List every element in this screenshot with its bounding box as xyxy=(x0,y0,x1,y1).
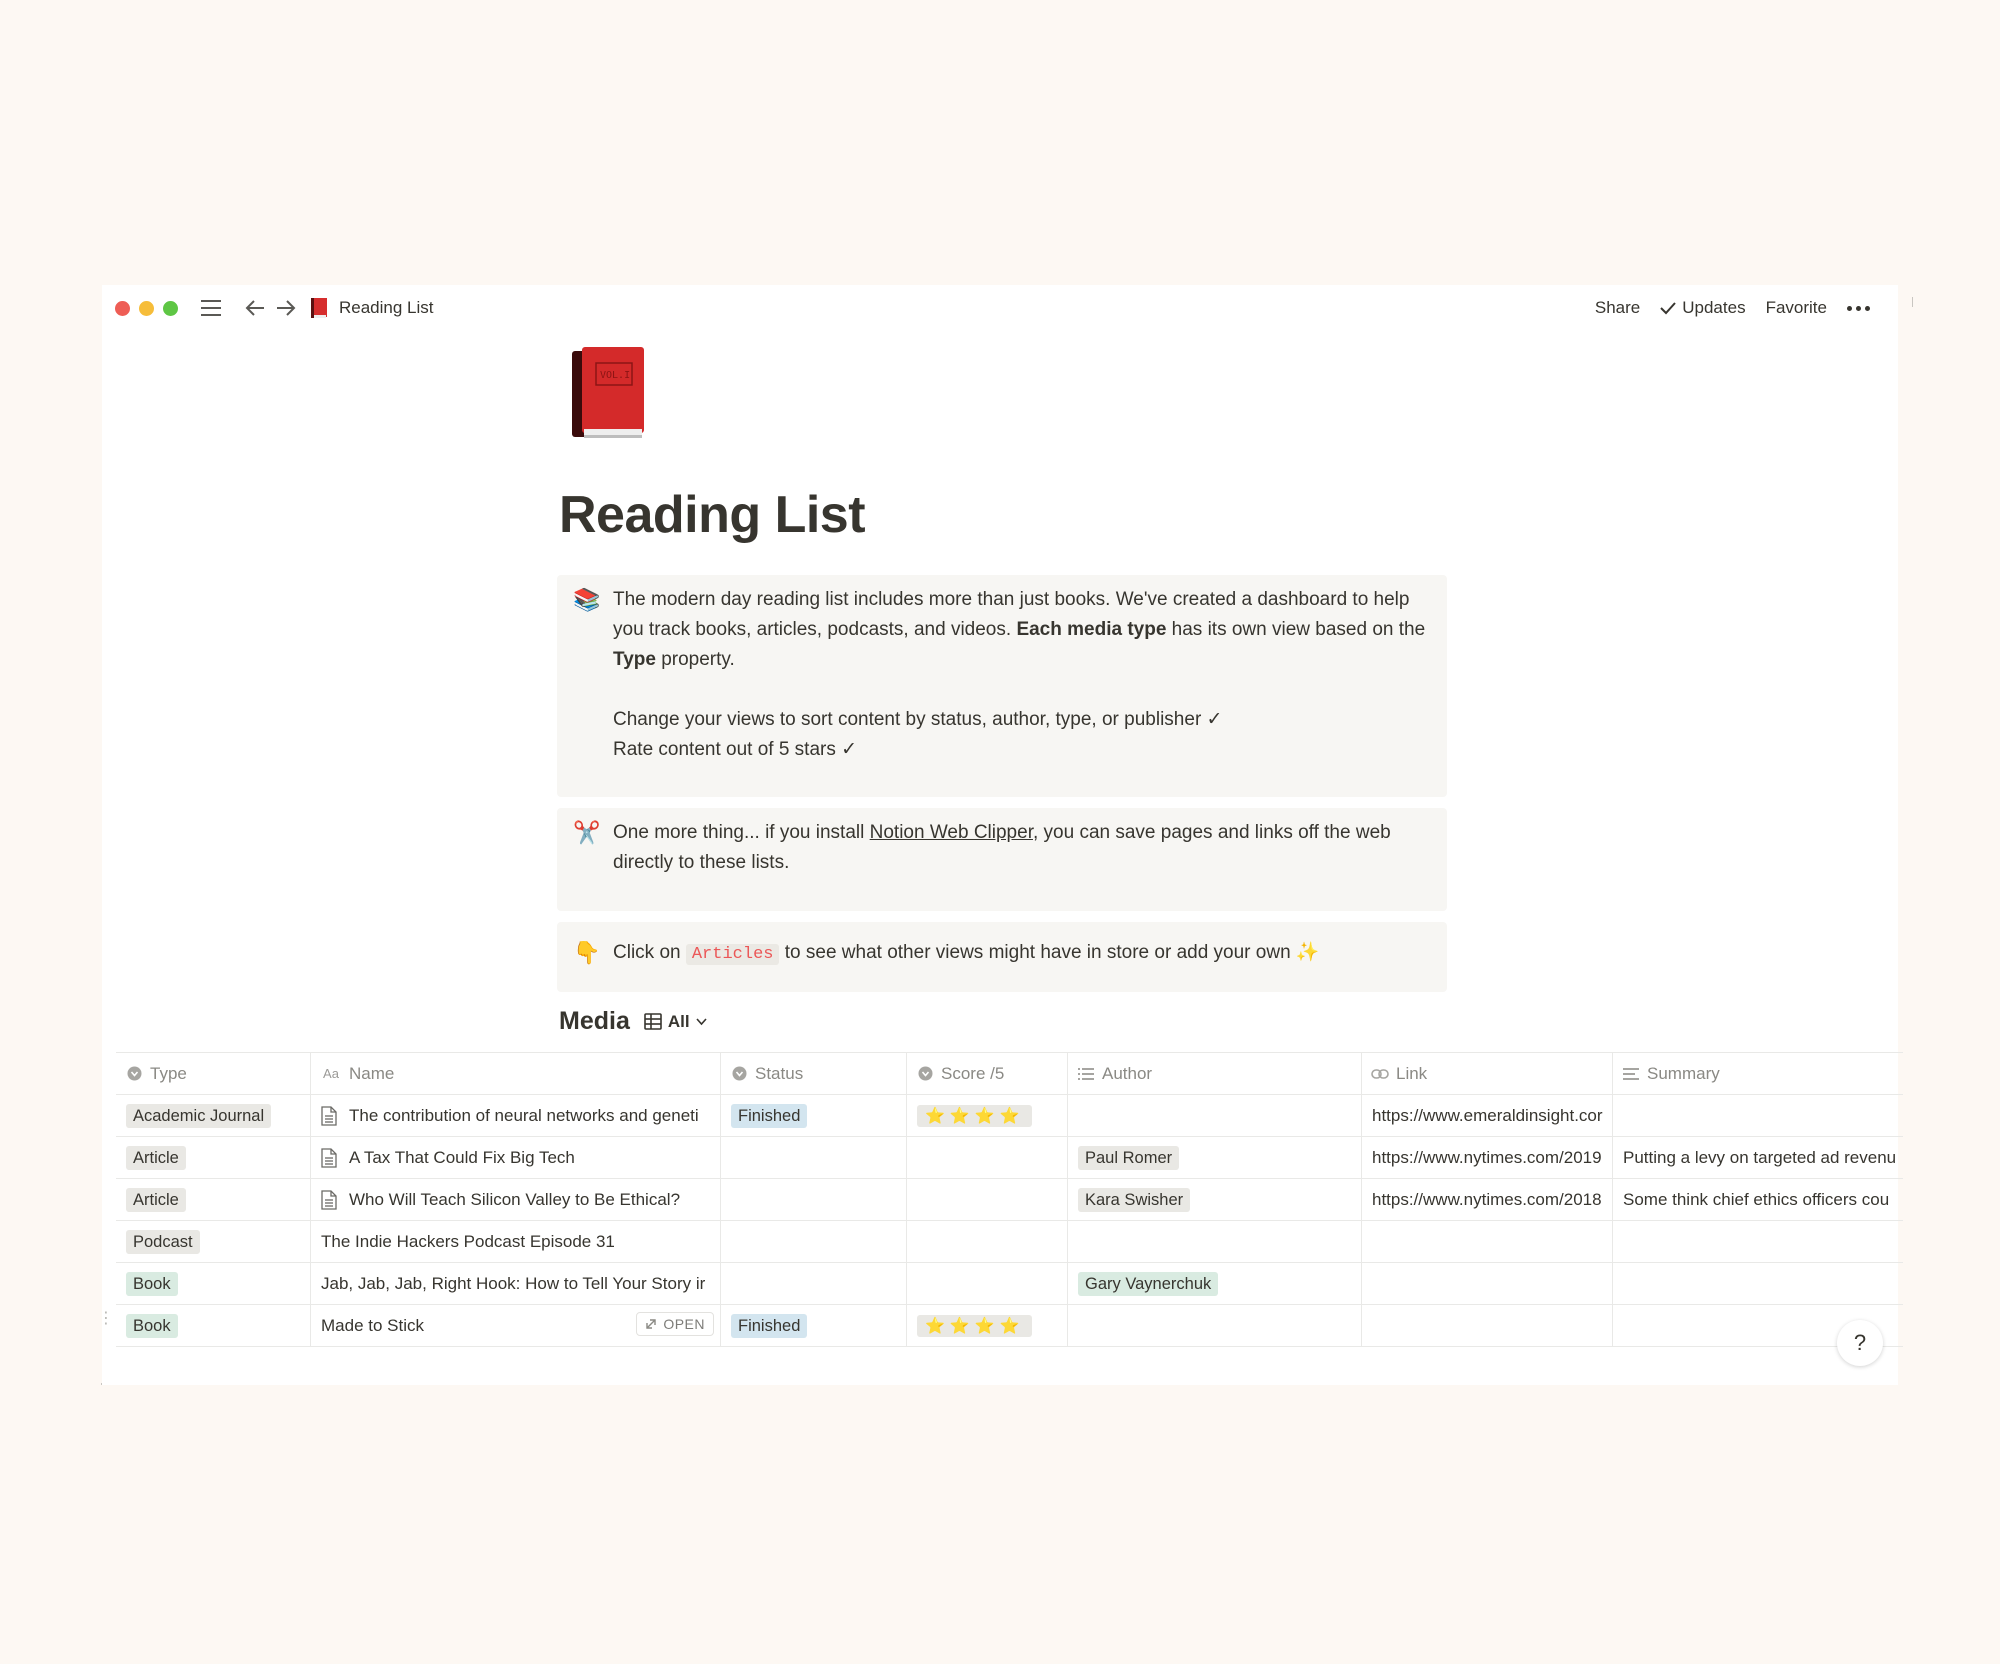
updates-label: Updates xyxy=(1682,298,1746,317)
long-text-icon xyxy=(1623,1066,1639,1082)
table-row[interactable] xyxy=(98,1305,1903,1347)
table-header-row xyxy=(116,1053,1903,1095)
summary-cell[interactable] xyxy=(1613,1095,1903,1136)
select-property-icon xyxy=(731,1066,747,1082)
status-cell[interactable] xyxy=(721,1137,907,1178)
column-header-name[interactable] xyxy=(311,1053,721,1094)
type-cell[interactable] xyxy=(116,1137,311,1178)
summary-cell[interactable] xyxy=(1613,1221,1903,1262)
score-cell[interactable] xyxy=(907,1137,1068,1178)
column-header-status[interactable] xyxy=(721,1053,907,1094)
column-label: Score /5 xyxy=(941,1063,1005,1083)
breadcrumb[interactable] xyxy=(311,298,434,318)
summary-text: Putting a levy on targeted ad revenu xyxy=(1623,1147,1897,1167)
table-row[interactable] xyxy=(116,1179,1903,1221)
author-cell[interactable] xyxy=(1068,1221,1362,1262)
callout-views[interactable] xyxy=(557,922,1447,992)
drag-handle-icon[interactable]: ⋮ xyxy=(98,1310,114,1327)
select-property-icon xyxy=(917,1066,933,1082)
name-cell[interactable] xyxy=(311,1095,721,1136)
column-header-author[interactable] xyxy=(1068,1053,1362,1094)
callout-intro-line: Rate content out of 5 stars ✓ xyxy=(613,739,858,760)
database-header xyxy=(559,1007,707,1036)
author-tag: Kara Swisher xyxy=(1078,1188,1190,1212)
maximize-window-button[interactable] xyxy=(163,301,178,316)
author-cell[interactable] xyxy=(1068,1305,1362,1346)
column-header-score[interactable] xyxy=(907,1053,1068,1094)
summary-cell[interactable] xyxy=(1613,1137,1903,1178)
back-arrow-icon[interactable] xyxy=(244,298,266,318)
link-cell[interactable] xyxy=(1362,1137,1613,1178)
column-label: Type xyxy=(150,1063,187,1083)
link-cell[interactable] xyxy=(1362,1305,1613,1346)
callout-views-text: Click on Articles to see what other views might have in store or add your own ✨ xyxy=(613,942,1320,964)
web-clipper-link[interactable]: Notion Web Clipper xyxy=(869,822,1033,843)
document-icon xyxy=(321,1148,337,1168)
summary-cell[interactable] xyxy=(1613,1263,1903,1304)
summary-cell[interactable] xyxy=(1613,1179,1903,1220)
type-tag: Book xyxy=(126,1272,178,1296)
type-cell[interactable] xyxy=(116,1095,311,1136)
close-window-button[interactable] xyxy=(115,301,130,316)
link-text[interactable]: https://www.nytimes.com/2019 xyxy=(1372,1147,1602,1167)
page-title[interactable]: Reading List xyxy=(559,486,866,544)
sparkles-icon: ✨ xyxy=(1295,942,1320,963)
callout-intro-text: The modern day reading list includes more than just books. We've created a dashboard to help you track books, articles, podcasts, and videos. Each media type has its own view based on the Type property. xyxy=(613,589,1426,670)
app-window xyxy=(98,285,1898,1385)
author-cell[interactable] xyxy=(1068,1095,1362,1136)
chevron-down-icon xyxy=(696,1018,707,1026)
status-cell[interactable] xyxy=(721,1305,907,1346)
link-cell[interactable] xyxy=(1362,1221,1613,1262)
column-label: Summary xyxy=(1647,1063,1720,1083)
share-button[interactable]: Share xyxy=(1594,298,1641,317)
window-controls xyxy=(115,301,178,316)
document-icon xyxy=(321,1106,337,1126)
type-cell[interactable] xyxy=(116,1221,311,1262)
row-name: Jab, Jab, Jab, Right Hook: How to Tell Your Story ir xyxy=(321,1273,706,1293)
expand-icon xyxy=(645,1318,657,1330)
scissors-icon: ✂️ xyxy=(573,820,601,845)
star-rating: ⭐ ⭐ ⭐ ⭐ xyxy=(917,1315,1032,1337)
table-row[interactable] xyxy=(116,1263,1903,1305)
status-cell[interactable] xyxy=(721,1095,907,1136)
help-button[interactable]: ? xyxy=(1837,1320,1883,1366)
score-cell[interactable] xyxy=(907,1263,1068,1304)
type-cell[interactable] xyxy=(116,1179,311,1220)
score-cell[interactable] xyxy=(907,1305,1068,1346)
more-options-icon[interactable] xyxy=(1847,306,1870,311)
type-tag: Podcast xyxy=(126,1230,200,1254)
summary-text: Some think chief ethics officers cou xyxy=(1623,1189,1890,1209)
multi-select-icon xyxy=(1078,1066,1094,1082)
type-cell[interactable] xyxy=(116,1263,311,1304)
link-cell[interactable] xyxy=(1362,1179,1613,1220)
status-cell[interactable] xyxy=(721,1179,907,1220)
open-page-button[interactable] xyxy=(636,1312,714,1336)
callout-web-clipper[interactable] xyxy=(557,808,1447,911)
red-book-icon[interactable] xyxy=(568,345,648,441)
column-label: Status xyxy=(755,1063,804,1083)
type-tag: Book xyxy=(126,1314,178,1338)
author-cell[interactable] xyxy=(1068,1179,1362,1220)
name-cell[interactable] xyxy=(311,1179,721,1220)
row-name: The contribution of neural networks and geneti xyxy=(349,1105,699,1125)
column-header-type[interactable] xyxy=(116,1053,311,1094)
minimize-window-button[interactable] xyxy=(139,301,154,316)
red-book-icon xyxy=(311,298,327,318)
author-cell[interactable] xyxy=(1068,1137,1362,1178)
media-table xyxy=(98,1052,1903,1347)
column-header-summary[interactable] xyxy=(1613,1053,1903,1094)
name-cell[interactable] xyxy=(311,1263,721,1304)
link-text[interactable]: https://www.emeraldinsight.cor xyxy=(1372,1105,1603,1125)
column-label: Author xyxy=(1102,1063,1153,1083)
table-row[interactable] xyxy=(116,1137,1903,1179)
status-tag: Finished xyxy=(731,1314,807,1338)
column-label: Link xyxy=(1396,1063,1428,1083)
row-name: A Tax That Could Fix Big Tech xyxy=(349,1147,575,1167)
pointing-down-icon: 👇 xyxy=(573,940,601,965)
view-name: All xyxy=(667,1011,690,1031)
status-cell[interactable] xyxy=(721,1221,907,1262)
score-cell[interactable] xyxy=(907,1221,1068,1262)
open-label: OPEN xyxy=(663,1316,705,1332)
updates-button[interactable] xyxy=(1660,298,1745,318)
link-icon xyxy=(1372,1066,1388,1082)
star-rating: ⭐ ⭐ ⭐ ⭐ xyxy=(917,1105,1032,1127)
top-bar xyxy=(102,285,1898,331)
row-name: Who Will Teach Silicon Valley to Be Ethical? xyxy=(349,1189,681,1209)
database-title[interactable]: Media xyxy=(559,1007,630,1035)
row-name: The Indie Hackers Podcast Episode 31 xyxy=(321,1231,615,1251)
column-header-link[interactable] xyxy=(1362,1053,1613,1094)
breadcrumb-title: Reading List xyxy=(339,298,434,317)
table-view-icon xyxy=(644,1013,662,1030)
inline-code: Articles xyxy=(686,944,780,965)
select-property-icon xyxy=(126,1066,142,1082)
hamburger-menu-icon[interactable] xyxy=(200,298,222,318)
top-actions xyxy=(1595,298,1870,318)
name-cell[interactable] xyxy=(311,1221,721,1262)
callout-web-clipper-text: One more thing... if you install Notion Web Clipper, you can save pages and links off the web directly to these lists. xyxy=(613,822,1391,873)
edge-mark xyxy=(1912,297,1913,307)
type-tag: Article xyxy=(126,1188,186,1212)
author-cell[interactable] xyxy=(1068,1263,1362,1304)
type-cell[interactable] xyxy=(116,1305,311,1346)
forward-arrow-icon[interactable] xyxy=(275,298,297,318)
favorite-button[interactable]: Favorite xyxy=(1765,298,1827,317)
svg-text:VOL.I: VOL.I xyxy=(600,370,631,381)
link-text[interactable]: https://www.nytimes.com/2018 xyxy=(1372,1189,1602,1209)
column-label: Name xyxy=(349,1063,395,1083)
row-name: Made to Stick xyxy=(321,1315,424,1335)
author-tag: Paul Romer xyxy=(1078,1146,1179,1170)
checkmark-icon xyxy=(1660,301,1676,315)
author-tag: Gary Vaynerchuk xyxy=(1078,1272,1218,1296)
status-tag: Finished xyxy=(731,1104,807,1128)
table-row[interactable] xyxy=(116,1221,1903,1263)
type-tag: Academic Journal xyxy=(126,1104,271,1128)
name-cell[interactable] xyxy=(311,1305,721,1346)
score-cell[interactable] xyxy=(907,1095,1068,1136)
link-cell[interactable] xyxy=(1362,1263,1613,1304)
document-icon xyxy=(321,1190,337,1210)
link-cell[interactable] xyxy=(1362,1095,1613,1136)
score-cell[interactable] xyxy=(907,1179,1068,1220)
status-cell[interactable] xyxy=(721,1263,907,1304)
view-selector[interactable] xyxy=(644,1012,707,1032)
table-row[interactable] xyxy=(116,1095,1903,1137)
name-cell[interactable] xyxy=(311,1137,721,1178)
text-property-icon: Aa xyxy=(323,1066,339,1081)
books-icon: 📚 xyxy=(573,587,601,612)
type-tag: Article xyxy=(126,1146,186,1170)
callout-intro-line: Change your views to sort content by status, author, type, or publisher ✓ xyxy=(613,709,1223,730)
callout-intro[interactable] xyxy=(557,575,1447,797)
